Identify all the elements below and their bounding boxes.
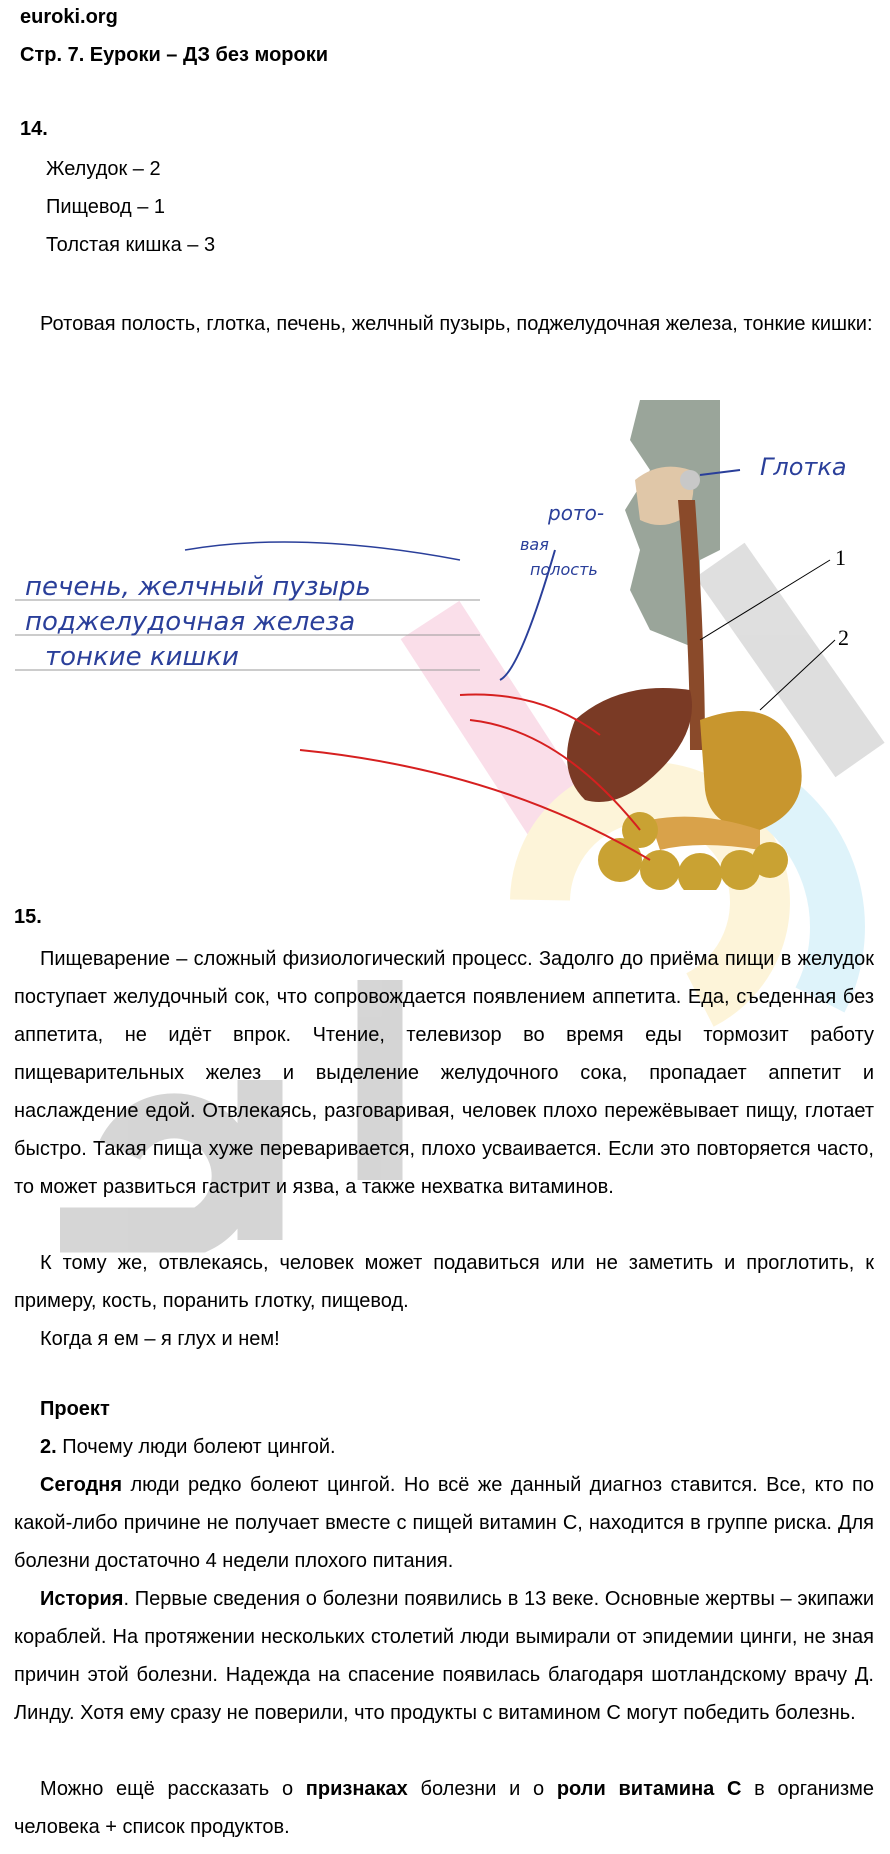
project-p3-bold-1: признаках: [305, 1778, 408, 1800]
handwritten-line-1: печень, желчный пузырь: [25, 572, 371, 602]
project-p3-bold-2: роли витамина С: [556, 1778, 742, 1800]
task-14-item-2: Пищевод – 1: [46, 196, 166, 218]
project-question-text: Почему люди болеют цингой.: [56, 1436, 336, 1458]
label-2: 2: [838, 625, 849, 650]
project-paragraph-3: [14, 1770, 874, 1846]
project-paragraph-1: [14, 1466, 874, 1580]
task-14-text: Ротовая полость, глотка, печень, желчный пузырь, поджелудочная железа, тонкие кишки:: [40, 313, 873, 335]
liver: [567, 688, 692, 802]
digestive-system-figure: [0, 390, 890, 890]
project-question: [40, 1436, 336, 1459]
task-14-item-3: Толстая кишка – 3: [46, 234, 216, 256]
label-rotovaya-3: полость: [530, 560, 598, 579]
project-p3-a: Можно ещё рассказать о: [40, 1778, 306, 1800]
label-1: 1: [835, 545, 846, 570]
task-14-item-1: Желудок – 2: [46, 158, 161, 180]
task-14-number: 14.: [20, 118, 48, 140]
task-15-paragraph-1: Пищеварение – сложный физиологический процесс. Задолго до приёма пищи в желудок поступает желудочный сок, что сопровождается появлением аппетита. Еда, съеденная без аппетита, не идёт впрок. Чтение, телевизор во время еды тормозит работу пищеварительных желез и выделение желудочного сока, пропадает аппетит и наслаждение едой. Отвлекаясь, разговаривая, человек плохо пережёвывает пищу, глотает быстро. Такая пища хуже переваривается, плохо усваивается. Если это повторяется часто, то может развиться гастрит и язва, а также нехватка витаминов.: [14, 948, 874, 1198]
stomach: [700, 711, 802, 830]
label-rotovaya-1: рото-: [548, 501, 605, 525]
project-p3-c: болезни и о: [407, 1778, 557, 1800]
task-15-number: 15.: [14, 906, 42, 928]
label-glotka: Глотка: [760, 453, 847, 481]
project-paragraph-2: [14, 1580, 874, 1732]
project-p3-d: в организме человека + список продуктов.: [14, 1778, 875, 1838]
project-heading: Проект: [40, 1398, 110, 1420]
project-question-number: 2.: [40, 1436, 57, 1458]
site-name: euroki.org: [20, 6, 118, 28]
task-15-paragraph-2: К тому же, отвлекаясь, человек может подавиться или не заметить и проглотить, к примеру, кость, поранить глотку, пищевод.: [14, 1252, 874, 1312]
page-title: Стр. 7. Еуроки – ДЗ без мороки: [20, 44, 329, 66]
project-p1-bold: Сегодня: [40, 1474, 123, 1496]
project-p2-text: . Первые сведения о болезни появились в 13 веке. Основные жертвы – экипажи кораблей. На протяжении нескольких столетий люди вымирали от эпидемии цинги, не зная причин этой болезни. Надежда на спасение появилась благодаря шотландскому врачу Д. Линду. Хотя ему сразу не поверили, что продукты с витамином С могут победить болезнь.: [14, 1588, 874, 1724]
handwritten-line-3: тонкие кишки: [45, 642, 239, 672]
task-15-paragraph-3: Когда я ем – я глух и нем!: [40, 1328, 280, 1350]
label-rotovaya-2: вая: [520, 535, 549, 554]
head-silhouette: [625, 400, 720, 650]
handwritten-line-2: поджелудочная железа: [25, 607, 356, 637]
project-p2-bold: История: [40, 1588, 124, 1610]
project-p1-text: люди редко болеют цингой. Но всё же данный диагноз ставится. Все, кто по какой-либо причине не получает вместе с пищей витамин С, находится в группе риска. Для болезни достаточно 4 недели плохого питания.: [14, 1474, 874, 1572]
